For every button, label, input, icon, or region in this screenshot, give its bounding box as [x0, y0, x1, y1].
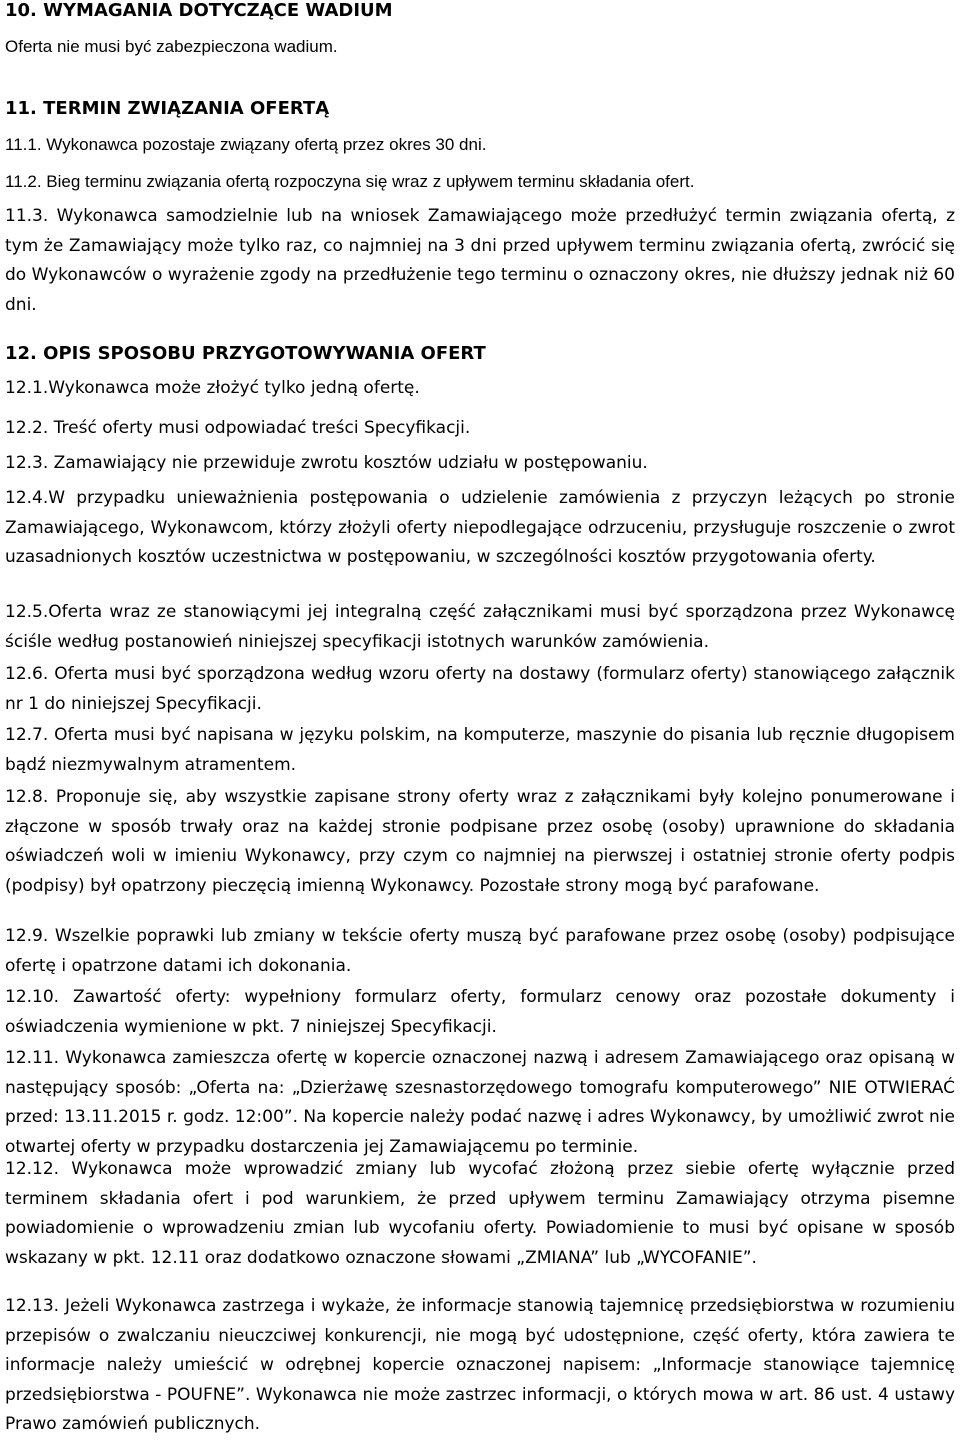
paragraph-12-9 — [5, 922, 955, 981]
paragraph-12-10 — [5, 983, 955, 1042]
paragraph-12-8-text: 12.8. Proponuje się, aby wszystkie zapisane strony oferty wraz z załącznikami były kolejno ponumerowane i złączone w sposób trwały oraz na każdej stronie podpisane przez osobę (osoby) uprawnione do składania oświadczeń woli w imieniu Wykonawcy, przy czym co najmniej na pierwszej i ostatniej stronie oferty podpis (podpisy) był opatrzony pieczęcią imienną Wykonawcy. Pozostałe strony mogą być parafowane. — [5, 787, 955, 896]
paragraph-12-3-text: 12.3. Zamawiający nie przewiduje zwrotu kosztów udziału w postępowaniu. — [5, 453, 648, 473]
paragraph-12-5 — [5, 598, 955, 657]
paragraph-11-3-text: 11.3. Wykonawca samodzielnie lub na wniosek Zamawiającego może przedłużyć termin związania ofertą, z tym że Zamawiający może tylko raz, co najmniej na 3 dni przed upływem terminu związania ofertą, zwrócić się do Wykonawców o wyrażenie zgody na przedłużenie tego terminu o oznaczony okres, nie dłuższy jednak niż 60 dni. — [5, 206, 955, 315]
section-11-heading: 11. TERMIN ZWIĄZANIA OFERTĄ — [5, 98, 330, 119]
paragraph-12-6-text: 12.6. Oferta musi być sporządzona według wzoru oferty na dostawy (formularz oferty) stanowiącego załącznik nr 1 do niniejszej Specyfikacji. — [5, 664, 955, 714]
paragraph-12-12-text: 12.12. Wykonawca może wprowadzić zmiany lub wycofać złożoną przez siebie ofertę wyłącznie przed terminem składania ofert i pod warunkiem, że przed upływem terminu Zamawiający otrzyma pisemne powiadomienie o wprowadzeniu zmian lub wycofaniu oferty. Powiadomienie to musi być opisane w sposób wskazany w pkt. 12.11 oraz dodatkowo oznaczone słowami „ZMIANA” lub „WYCOFANIE”. — [5, 1159, 955, 1268]
paragraph-11-3 — [5, 202, 955, 320]
paragraph-12-10-text: 12.10. Zawartość oferty: wypełniony formularz oferty, formularz cenowy oraz pozostałe dokumenty i oświadczenia wymienione w pkt. 7 niniejszej Specyfikacji. — [5, 987, 955, 1037]
paragraph-12-4 — [5, 484, 955, 573]
section-10-text: Oferta nie musi być zabezpieczona wadium. — [5, 37, 338, 56]
paragraph-12-2 — [5, 414, 955, 444]
paragraph-12-5-text: 12.5.Oferta wraz ze stanowiącymi jej integralną część załącznikami musi być sporządzona przez Wykonawcę ściśle według postanowień niniejszej specyfikacji istotnych warunków zamówienia. — [5, 602, 955, 652]
paragraph-12-1-text: 12.1.Wykonawca może złożyć tylko jedną ofertę. — [5, 378, 420, 398]
paragraph-11-1: 11.1. Wykonawca pozostaje związany ofertą przez okres 30 dni. — [5, 135, 487, 154]
paragraph-11-2: 11.2. Bieg terminu związania ofertą rozpoczyna się wraz z upływem terminu składania ofert. — [5, 172, 695, 191]
paragraph-12-1 — [5, 374, 955, 404]
paragraph-12-7 — [5, 721, 955, 780]
paragraph-12-13-text: 12.13. Jeżeli Wykonawca zastrzega i wykaże, że informacje stanowią tajemnicę przedsiębiorstwa w rozumieniu przepisów o zwalczaniu nieuczciwej konkurencji, nie mogą być udostępnione, część oferty, która zawiera te informacje należy umieścić w odrębnej kopercie oznaczonej napisem: „Informacje stanowiące tajemnicę przedsiębiorstwa - POUFNE”. Wykonawca nie może zastrzec informacji, o których mowa w art. 86 ust. 4 ustawy Prawo zamówień publicznych. — [5, 1296, 955, 1434]
paragraph-12-3 — [5, 449, 955, 479]
section-10-heading: 10. WYMAGANIA DOTYCZĄCE WADIUM — [5, 0, 393, 21]
paragraph-12-2-text: 12.2. Treść oferty musi odpowiadać treści Specyfikacji. — [5, 418, 471, 438]
paragraph-12-4-text: 12.4.W przypadku unieważnienia postępowania o udzielenie zamówienia z przyczyn leżących po stronie Zamawiającego, Wykonawcom, którzy złożyli oferty niepodlegające odrzuceniu, przysługuje roszczenie o zwrot uzasadnionych kosztów uczestnictwa w postępowaniu, w szczególności kosztów przygotowania oferty. — [5, 488, 955, 567]
paragraph-12-7-text: 12.7. Oferta musi być napisana w języku polskim, na komputerze, maszynie do pisania lub ręcznie długopisem bądź niezmywalnym atramentem. — [5, 725, 955, 775]
section-12-heading: 12. OPIS SPOSOBU PRZYGOTOWYWANIA OFERT — [5, 343, 486, 364]
paragraph-12-6 — [5, 660, 955, 719]
paragraph-12-11-text: 12.11. Wykonawca zamieszcza ofertę w kopercie oznaczonej nazwą i adresem Zamawiającego oraz opisaną w następujący sposób: „Oferta na: „Dzierżawę szesnastorzędowego tomografu komputerowego” NIE OTWIERAĆ przed: 13.11.2015 r. godz. 12:00”. Na kopercie należy podać nazwę i adres Wykonawcy, by umożliwić zwrot nie otwartej oferty w przypadku dostarczenia jej Zamawiającemu po terminie. — [5, 1048, 955, 1157]
paragraph-12-13 — [5, 1292, 955, 1440]
paragraph-12-11 — [5, 1044, 955, 1162]
paragraph-12-9-text: 12.9. Wszelkie poprawki lub zmiany w tekście oferty muszą być parafowane przez osobę (osoby) podpisujące ofertę i opatrzone datami ich dokonania. — [5, 926, 955, 976]
paragraph-12-12 — [5, 1155, 955, 1273]
paragraph-12-8 — [5, 783, 955, 901]
